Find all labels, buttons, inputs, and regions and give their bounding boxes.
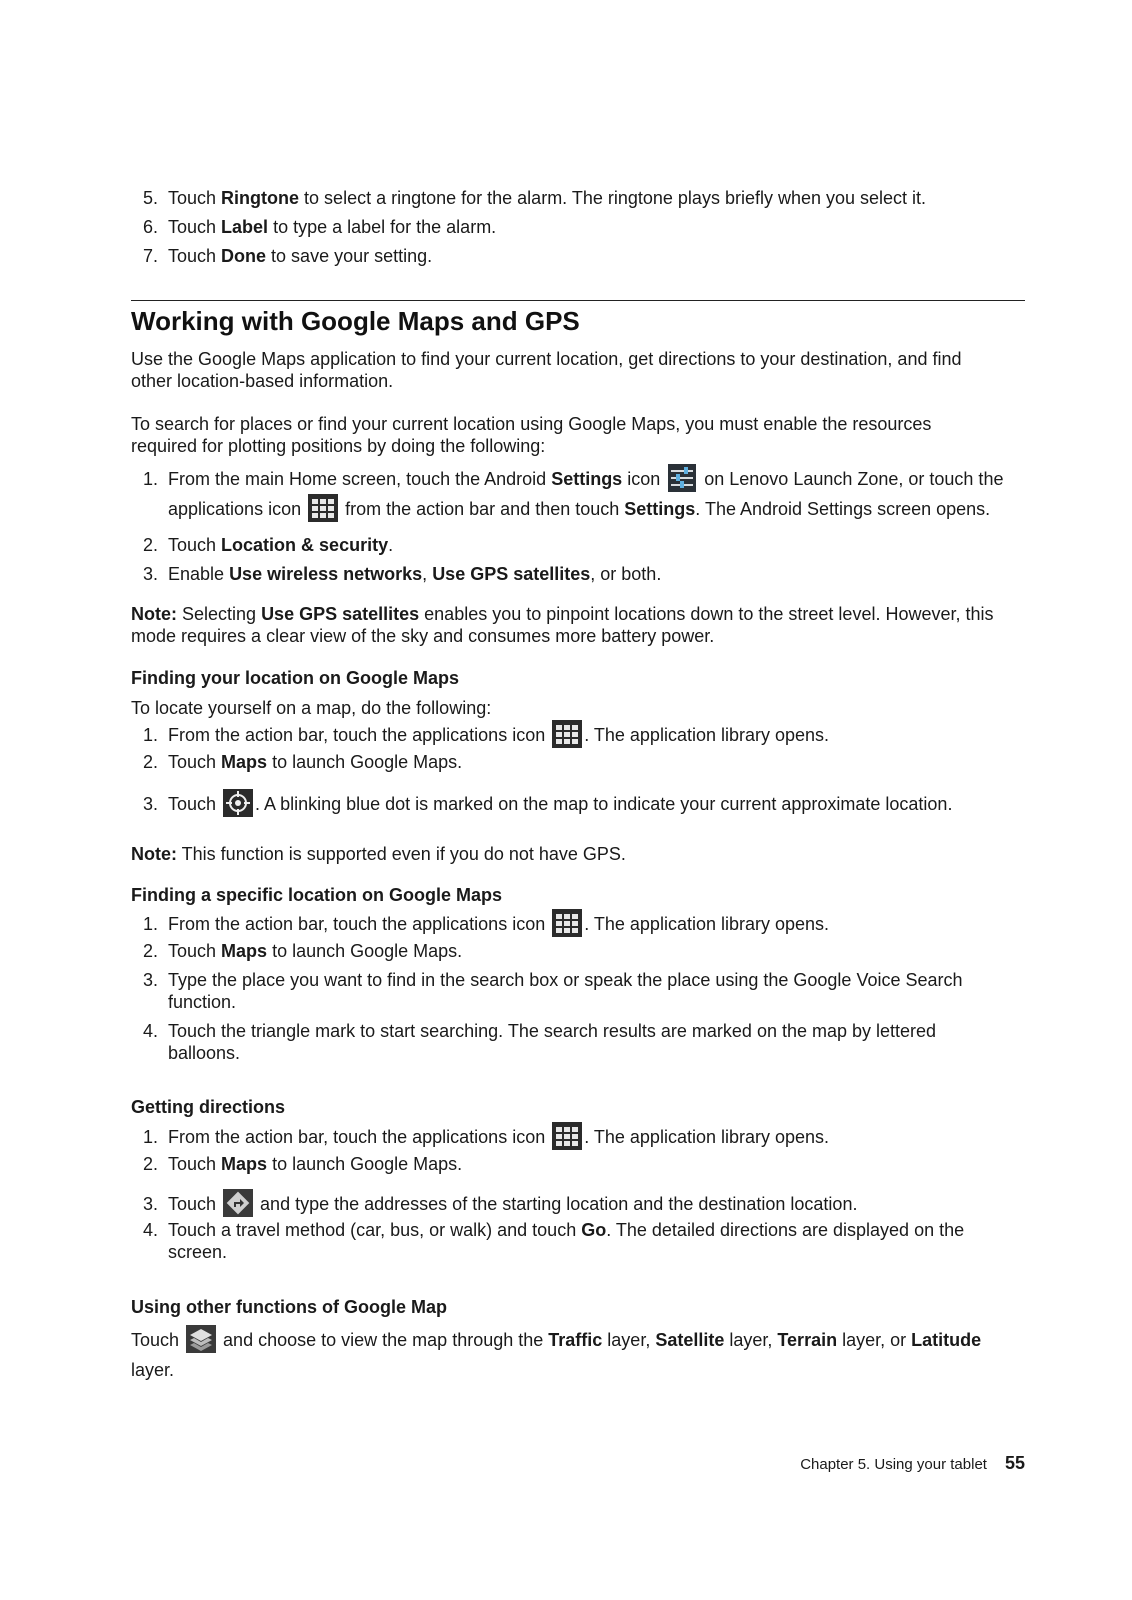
- list-number: 4.: [143, 1021, 159, 1041]
- enable-intro-paragraph: To search for places or find your current location using Google Maps, you must enable the resources required for plotting positions by doing the following:: [131, 414, 932, 456]
- subsection-heading: Using other functions of Google Map: [131, 1297, 447, 1317]
- text: Touch: [168, 1194, 222, 1214]
- bold-term: Location & security: [221, 535, 389, 555]
- list-item: [131, 1189, 1025, 1219]
- directions-steps: [131, 1122, 1025, 1270]
- bold-term: Ringtone: [221, 188, 300, 208]
- list-item: [131, 245, 1025, 274]
- bold-term: Done: [221, 246, 267, 266]
- list-item: [131, 789, 1025, 819]
- bold-term: Satellite: [655, 1330, 725, 1350]
- paragraph: [131, 1325, 1011, 1385]
- text: Type the place you want to find in the search box or speak the place using the Google Voice Search function.: [168, 970, 963, 1012]
- my-location-icon: [223, 789, 253, 819]
- text: Enable: [168, 564, 230, 584]
- section-divider: [131, 300, 1025, 301]
- note-label: Note:: [131, 844, 177, 864]
- apps-grid-icon: [552, 720, 582, 750]
- bold-term: Use GPS satellites: [261, 604, 420, 624]
- list-item: [131, 1122, 1025, 1153]
- list-number: 3.: [143, 970, 159, 990]
- list-number: 3.: [143, 1194, 159, 1214]
- list-number: 2.: [143, 535, 159, 555]
- bold-term: Settings: [551, 469, 623, 489]
- subsection-heading: Finding your location on Google Maps: [131, 668, 459, 688]
- text: Touch: [168, 1154, 222, 1174]
- note-paragraph: [131, 603, 1011, 647]
- text: Selecting: [177, 604, 262, 624]
- bold-term: Latitude: [911, 1330, 982, 1350]
- subsection-heading: Getting directions: [131, 1097, 286, 1117]
- intro-paragraph: Use the Google Maps application to find your current location, get directions to your destination, and find other location-based information.: [131, 349, 962, 391]
- text: Touch: [168, 246, 222, 266]
- text: Touch: [168, 217, 222, 237]
- text: to save your setting.: [266, 246, 433, 266]
- section-title: Working with Google Maps and GPS: [131, 306, 580, 336]
- layers-icon: [186, 1325, 216, 1355]
- text: enables you to pinpoint locations down to the street level. However, this mode requires a clear view of the sky and consumes more battery power.: [131, 604, 994, 646]
- list-number: 5.: [143, 188, 159, 208]
- text: This function is supported even if you do not have GPS.: [177, 844, 626, 864]
- list-number: 1.: [143, 1127, 159, 1147]
- text: to launch Google Maps.: [267, 941, 463, 961]
- enable-steps: [131, 464, 1025, 592]
- text: . The application library opens.: [584, 914, 830, 934]
- list-item: [131, 464, 1025, 532]
- page-number: 55: [1004, 1453, 1025, 1473]
- list-number: 4.: [143, 1220, 159, 1240]
- bold-term: Go: [581, 1220, 607, 1240]
- text: Touch: [168, 535, 222, 555]
- alarm-steps: [131, 187, 1025, 274]
- finding-location-steps: [131, 720, 1025, 819]
- list-number: 1.: [143, 914, 159, 934]
- list-item: [131, 534, 1025, 563]
- finding-specific-steps: [131, 909, 1025, 1071]
- text: to launch Google Maps.: [267, 752, 463, 772]
- list-item: [131, 940, 1025, 969]
- text: . A blinking blue dot is marked on the map to indicate your current approximate location.: [255, 794, 953, 814]
- text: From the action bar, touch the applications icon: [168, 1127, 551, 1147]
- bold-term: Traffic: [548, 1330, 603, 1350]
- text: layer,: [724, 1330, 778, 1350]
- text: Touch a travel method (car, bus, or walk) and touch: [168, 1220, 582, 1240]
- text: layer.: [131, 1360, 175, 1380]
- text: layer,: [602, 1330, 656, 1350]
- list-item: [131, 1153, 1025, 1183]
- list-item: [131, 1020, 988, 1071]
- apps-grid-icon: [552, 909, 582, 939]
- list-item: [131, 187, 1025, 216]
- list-number: 2.: [143, 941, 159, 961]
- subsection-heading: Finding a specific location on Google Maps: [131, 885, 503, 905]
- bold-term: Maps: [221, 941, 268, 961]
- text: and type the addresses of the starting location and the destination location.: [255, 1194, 858, 1214]
- list-number: 6.: [143, 217, 159, 237]
- note-label: Note:: [131, 604, 177, 624]
- list-number: 1.: [143, 469, 159, 489]
- list-number: 1.: [143, 725, 159, 745]
- list-number: 3.: [143, 564, 159, 584]
- chapter-label: Chapter 5. Using your tablet: [800, 1456, 987, 1473]
- text: to select a ringtone for the alarm. The ringtone plays briefly when you select it.: [299, 188, 927, 208]
- text: Touch: [168, 794, 222, 814]
- text: . The detailed directions are displayed on the screen.: [168, 1220, 965, 1262]
- text: .: [388, 535, 394, 555]
- text: and choose to view the map through the: [218, 1330, 549, 1350]
- text: From the main Home screen, touch the Android: [168, 469, 552, 489]
- list-item: [131, 216, 1025, 245]
- bold-term: Maps: [221, 752, 268, 772]
- bold-term: Use wireless networks: [229, 564, 423, 584]
- text: to type a label for the alarm.: [268, 217, 497, 237]
- list-item: [131, 720, 1025, 751]
- text: . The application library opens.: [584, 725, 830, 745]
- text: . The application library opens.: [584, 1127, 830, 1147]
- text: From the action bar, touch the applications icon: [168, 914, 551, 934]
- text: from the action bar and then touch: [340, 499, 625, 519]
- list-item: [131, 969, 988, 1020]
- text: ,: [422, 564, 433, 584]
- text: From the action bar, touch the applications icon: [168, 725, 551, 745]
- text: Touch: [168, 188, 222, 208]
- text: . The Android Settings screen opens.: [695, 499, 991, 519]
- bold-term: Terrain: [777, 1330, 838, 1350]
- list-number: 2.: [143, 1154, 159, 1174]
- list-item: [131, 909, 1025, 940]
- paragraph: To locate yourself on a map, do the following:: [131, 698, 492, 718]
- text: Touch: [131, 1330, 185, 1350]
- text: layer, or: [837, 1330, 912, 1350]
- list-item: [131, 563, 1025, 592]
- list-item: [131, 751, 1025, 781]
- text: Touch: [168, 941, 222, 961]
- apps-grid-icon: [308, 494, 338, 524]
- settings-sliders-icon: [667, 464, 697, 494]
- bold-term: Use GPS satellites: [432, 564, 591, 584]
- text: , or both.: [590, 564, 662, 584]
- list-item: [131, 1219, 988, 1270]
- text: Touch: [168, 752, 222, 772]
- page-footer: [800, 1452, 1025, 1476]
- text: on Lenovo Launch Zone, or touch the applications icon: [168, 469, 1004, 519]
- bold-term: Settings: [624, 499, 696, 519]
- text: to launch Google Maps.: [267, 1154, 463, 1174]
- list-number: 7.: [143, 246, 159, 266]
- directions-icon: [223, 1189, 253, 1219]
- note-paragraph: [131, 843, 1025, 865]
- text: Touch the triangle mark to start searching. The search results are marked on the map by lettered balloons.: [168, 1021, 937, 1063]
- list-number: 3.: [143, 794, 159, 814]
- bold-term: Label: [221, 217, 269, 237]
- list-number: 2.: [143, 752, 159, 772]
- text: icon: [622, 469, 666, 489]
- bold-term: Maps: [221, 1154, 268, 1174]
- apps-grid-icon: [552, 1122, 582, 1152]
